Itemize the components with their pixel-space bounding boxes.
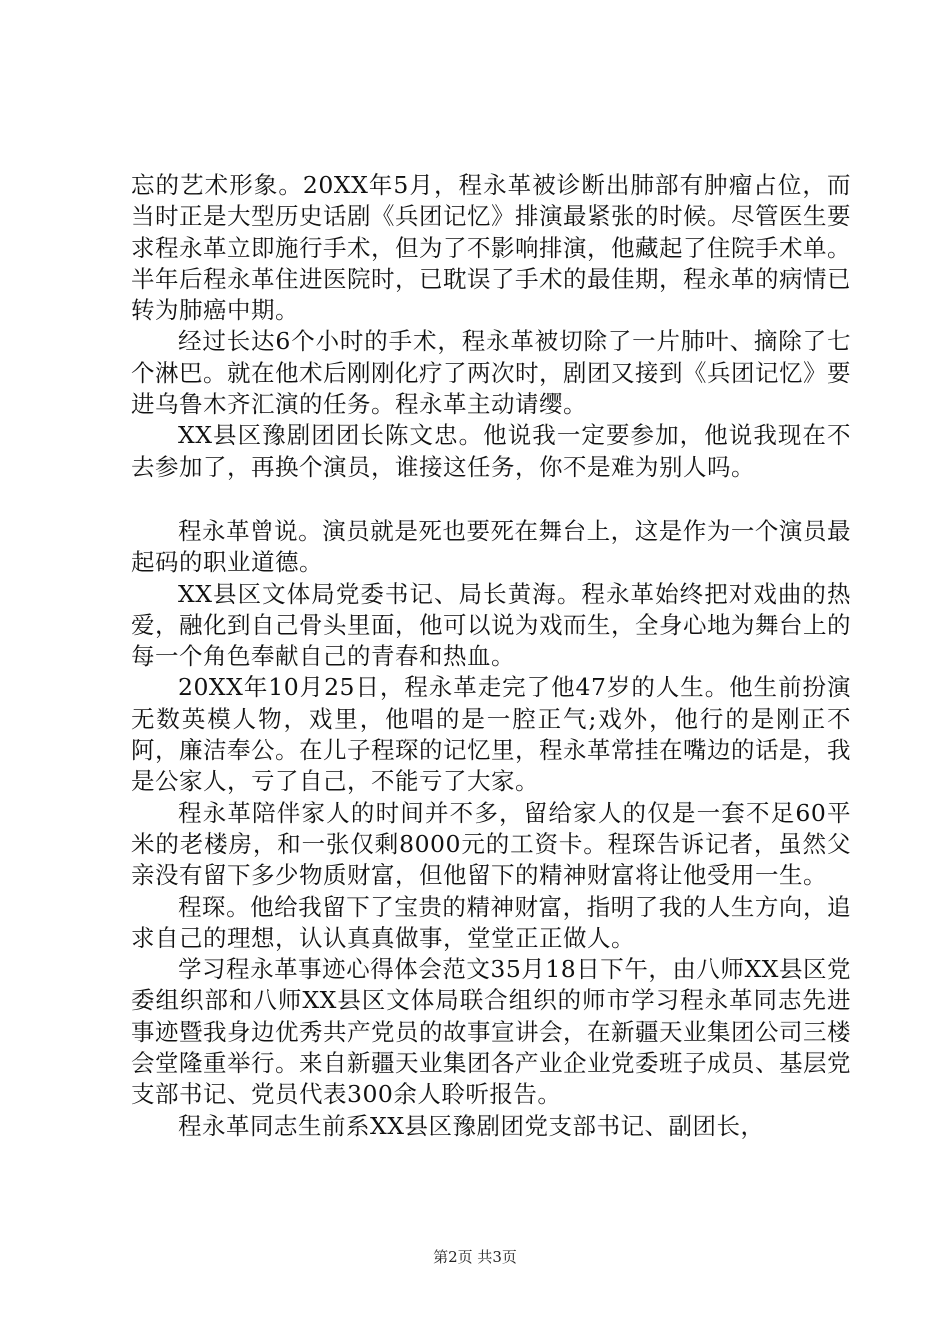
paragraph: XX县区豫剧团团长陈文忠。他说我一定要参加，他说我现在不去参加了，再换个演员，谁接这任务，你不是难为别人吗。 <box>131 421 851 481</box>
page-number-footer: 第2页 共3页 <box>433 1248 517 1266</box>
body-text <box>131 170 851 1142</box>
paragraph: 20XX年10月25日，程永革走完了他47岁的人生。他生前扮演无数英模人物，戏里，他唱的是一腔正气;戏外，他行的是刚正不阿，廉洁奉公。在儿子程琛的记忆里，程永革常挂在嘴边的话是，我是公家人，亏了自己，不能亏了大家。 <box>131 673 851 796</box>
paragraph: 学习程永革事迹心得体会范文35月18日下午，由八师XX县区党委组织部和八师XX县区文体局联合组织的师市学习程永革同志先进事迹暨我身边优秀共产党员的故事宣讲会，在新疆天业集团公司三楼会堂隆重举行。来自新疆天业集团各产业企业党委班子成员、基层党支部书记、党员代表300余人聆听报告。 <box>131 955 851 1109</box>
paragraph: 经过长达6个小时的手术，程永革被切除了一片肺叶、摘除了七个淋巴。就在他术后刚刚化疗了两次时，剧团又接到《兵团记忆》要进乌鲁木齐汇演的任务。程永革主动请缨。 <box>131 327 851 419</box>
paragraph: 程永革同志生前系XX县区豫剧团党支部书记、副团长， <box>178 1111 765 1140</box>
paragraph: 程永革曾说。演员就是死也要死在舞台上，这是作为一个演员最起码的职业道德。 <box>131 516 851 577</box>
paragraph: 忘的艺术形象。20XX年5月，程永革被诊断出肺部有肿瘤占位，而当时正是大型历史话剧《兵团记忆》排演最紧张的时候。尽管医生要求程永革立即施行手术，但为了不影响排演，他藏起了住院手术单。半年后程永革住进医院时，已耽误了手术的最佳期，程永革的病情已转为肺癌中期。 <box>131 171 851 325</box>
paragraph: 程琛。他给我留下了宝贵的精神财富，指明了我的人生方向，追求自己的理想，认认真真做事，堂堂正正做人。 <box>131 892 851 952</box>
paragraph: 程永革陪伴家人的时间并不多，留给家人的仅是一套不足60平米的老楼房，和一张仅剩8000元的工资卡。程琛告诉记者，虽然父亲没有留下多少物质财富，但他留下的精神财富将让他受用一生。 <box>131 798 851 890</box>
paragraph: XX县区文体局党委书记、局长黄海。程永革始终把对戏曲的热爱，融化到自己骨头里面，他可以说为戏而生，全身心地为舞台上的每一个角色奉献自己的青春和热血。 <box>131 579 851 671</box>
